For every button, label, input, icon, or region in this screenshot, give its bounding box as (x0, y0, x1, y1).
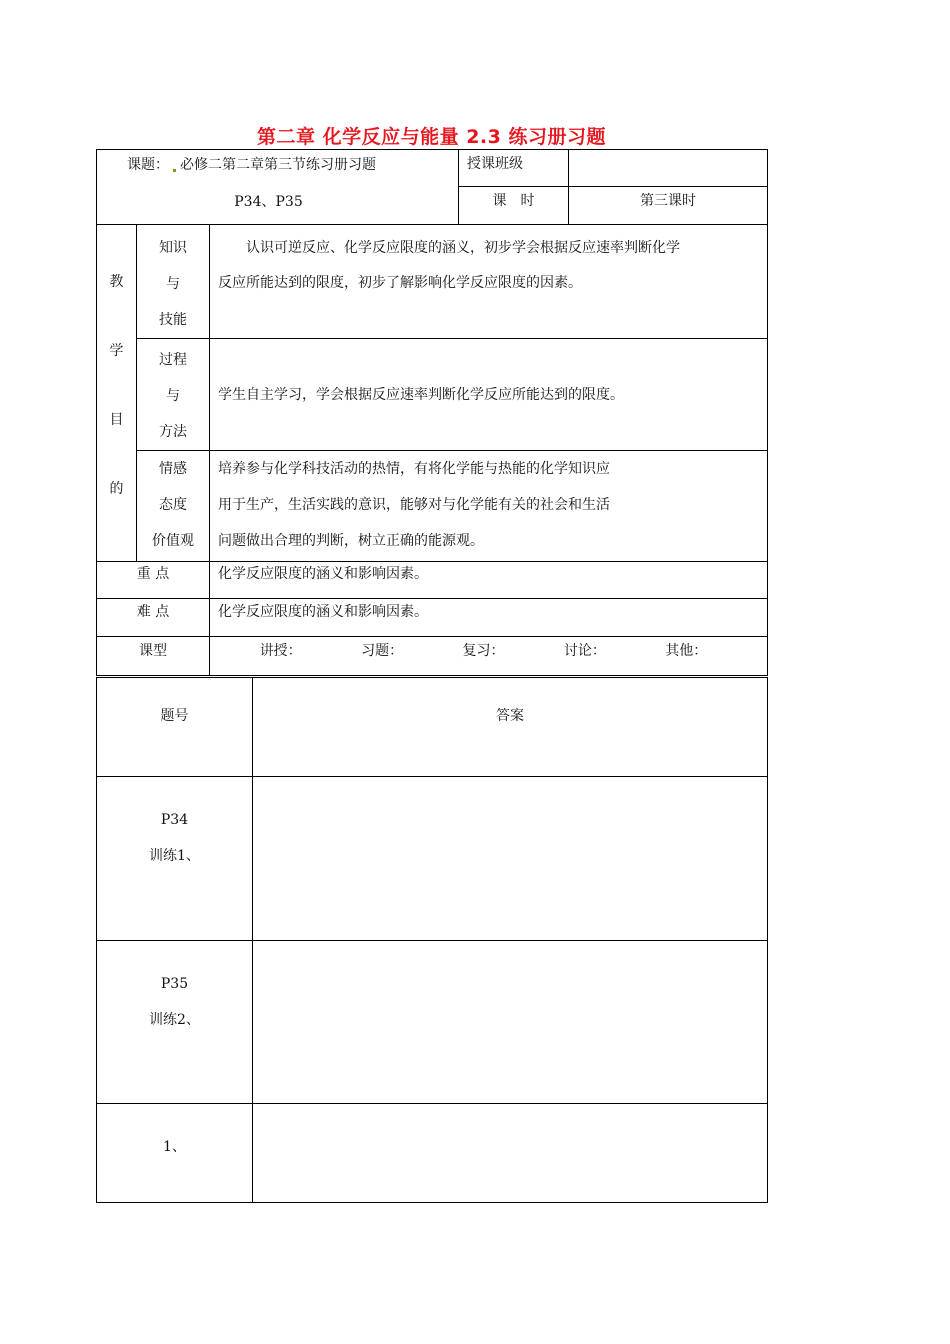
key-point-value: 化学反应限度的涵义和影响因素。 (210, 562, 768, 599)
label-line: 价值观 (152, 533, 194, 549)
number-line: P35 (160, 976, 189, 992)
content-line: 问题做出合理的判断，树立正确的能源观。 (218, 533, 484, 549)
lesson-type-label: 课型 (97, 637, 210, 676)
marker-dot (173, 169, 176, 172)
class-label: 授课班级 (459, 150, 569, 187)
topic-cell (97, 150, 459, 225)
objective-label (137, 451, 210, 562)
objective-label (137, 225, 210, 339)
answer-cell (253, 941, 768, 1104)
difficulty-value: 化学反应限度的涵义和影响因素。 (210, 599, 768, 637)
side-char: 目 (109, 412, 124, 428)
answer-col-number-header: 题号 (97, 678, 253, 777)
content-line: 培养参与化学科技活动的热情，有将化学能与热能的化学知识应 (218, 461, 610, 477)
lesson-type-review: 复习： (462, 643, 505, 659)
objective-label (137, 339, 210, 451)
answer-col-answer-header: 答案 (253, 678, 768, 777)
lesson-plan-table (96, 149, 768, 676)
label-line: 与 (166, 388, 180, 404)
side-char: 学 (109, 343, 124, 359)
class-value (569, 150, 768, 187)
objective-content (210, 339, 768, 451)
period-label: 课 时 (459, 187, 569, 225)
lesson-type-other: 其他： (665, 643, 708, 659)
content-line: 认识可逆反应、化学反应限度的涵义，初步学会根据反应速率判断化学 (218, 240, 680, 256)
label-line: 技能 (159, 312, 187, 328)
lesson-type-exercise: 习题： (361, 643, 404, 659)
content-line: 学生自主学习，学会根据反应速率判断化学反应所能达到的限度。 (218, 386, 624, 403)
label-line: 方法 (159, 424, 187, 440)
answer-number (97, 777, 253, 941)
objectives-side-label (97, 225, 137, 562)
lesson-type-lecture: 讲授： (259, 643, 302, 659)
label-line: 情感 (159, 461, 187, 477)
answer-table (96, 677, 768, 1203)
lesson-type-options (210, 637, 768, 676)
number-line: P34 (160, 812, 189, 828)
page-title: 第二章 化学反应与能量 2.3 练习册习题 (256, 126, 606, 148)
topic-label: 课题： (127, 157, 169, 173)
answer-cell (253, 777, 768, 941)
answer-number (97, 1104, 253, 1203)
label-line: 与 (166, 276, 180, 292)
difficulty-label: 难 点 (97, 599, 210, 637)
number-line: 训练2、 (149, 1012, 200, 1028)
side-char: 的 (109, 481, 124, 497)
objective-content (210, 225, 768, 339)
answer-cell (253, 1104, 768, 1203)
key-point-label: 重 点 (97, 562, 210, 599)
topic-value: 必修二第二章第三节练习册习题 (180, 157, 376, 173)
label-line: 过程 (159, 352, 187, 368)
objective-content (210, 451, 768, 562)
side-char: 教 (109, 274, 124, 290)
number-line: 1、 (163, 1139, 186, 1155)
label-line: 知识 (159, 240, 187, 256)
content-line: 反应所能达到的限度，初步了解影响化学反应限度的因素。 (218, 275, 582, 291)
topic-pages: P34、P35 (234, 194, 303, 210)
label-line: 态度 (159, 497, 187, 513)
number-line: 训练1、 (149, 848, 200, 864)
answer-number (97, 941, 253, 1104)
lesson-type-discussion: 讨论： (563, 643, 606, 659)
period-value: 第三课时 (569, 187, 768, 225)
content-line: 用于生产，生活实践的意识，能够对与化学能有关的社会和生活 (218, 497, 610, 513)
